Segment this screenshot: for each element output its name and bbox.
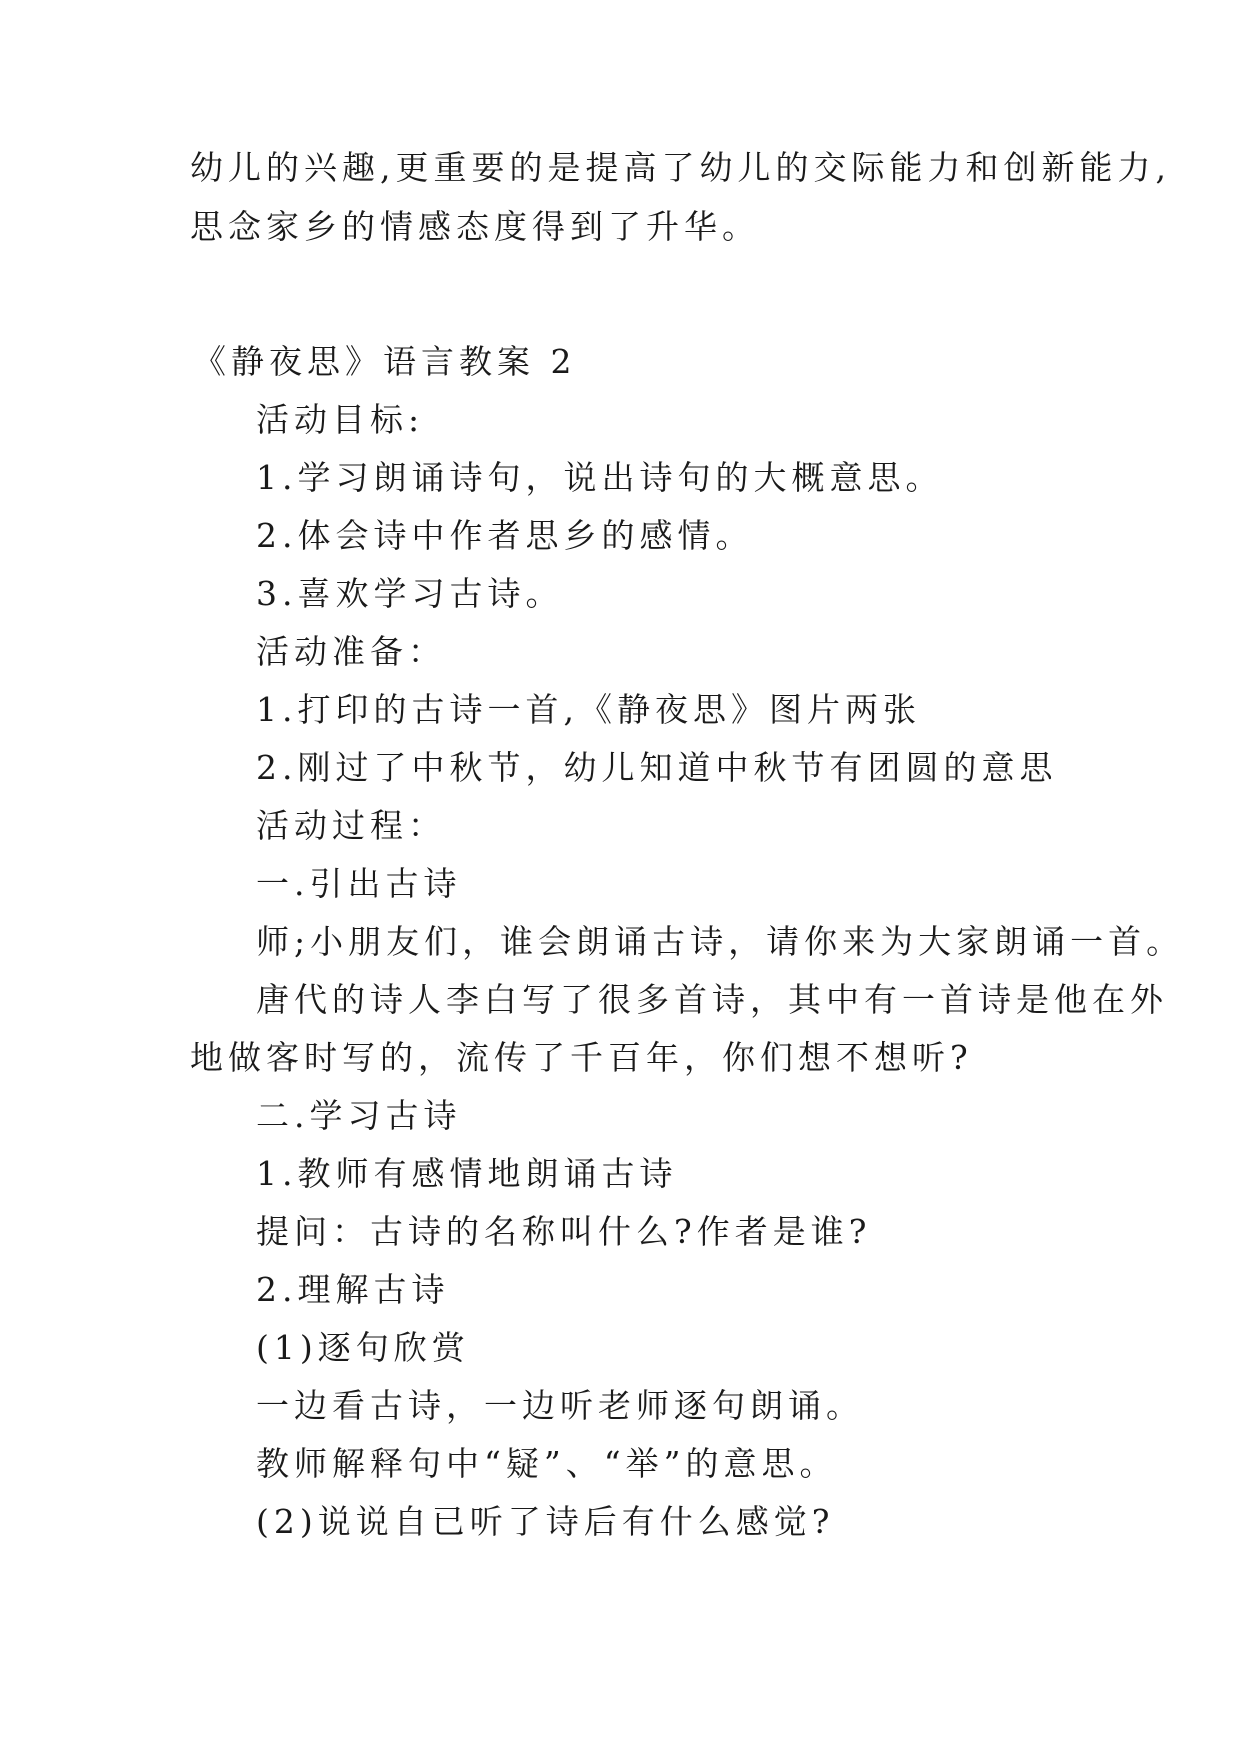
paragraph-line: 思念家乡的情感态度得到了升华。: [190, 207, 760, 246]
list-item: 1.打印的古诗一首,《静夜思》图片两张: [256, 690, 921, 729]
paragraph-line: 地做客时写的，流传了千百年，你们想不想听?: [190, 1038, 973, 1077]
list-item: 3.喜欢学习古诗。: [256, 574, 564, 613]
paragraph-line: 幼儿的兴趣,更重要的是提高了幼儿的交际能力和创新能力,: [190, 148, 1171, 187]
list-item: 2.体会诗中作者思乡的感情。: [256, 516, 754, 555]
subheading: 二.学习古诗: [256, 1096, 462, 1135]
paragraph-line: 提问：古诗的名称叫什么?作者是谁?: [256, 1212, 872, 1251]
list-item: 1.学习朗诵诗句，说出诗句的大概意思。: [256, 458, 944, 497]
list-item: 2.理解古诗: [256, 1270, 450, 1309]
paragraph-line: 唐代的诗人李白写了很多首诗，其中有一首诗是他在外: [256, 980, 1168, 1019]
subheading: 一.引出古诗: [256, 864, 462, 903]
section-title: 《静夜思》语言教案 2: [193, 342, 577, 381]
heading-activity-preparation: 活动准备：: [256, 632, 446, 671]
paragraph-line: 师;小朋友们，谁会朗诵古诗，请你来为大家朗诵一首。: [256, 922, 1185, 961]
list-item: 2.刚过了中秋节，幼儿知道中秋节有团圆的意思: [256, 748, 1058, 787]
heading-activity-goals: 活动目标:: [256, 400, 425, 439]
paragraph-line: 教师解释句中“疑”、“举”的意思。: [256, 1444, 838, 1483]
heading-activity-process: 活动过程：: [256, 806, 446, 845]
paragraph-line: 一边看古诗，一边听老师逐句朗诵。: [256, 1386, 864, 1425]
list-item: (2)说说自已听了诗后有什么感觉?: [256, 1502, 835, 1541]
list-item: (1)逐句欣赏: [256, 1328, 470, 1367]
list-item: 1.教师有感情地朗诵古诗: [256, 1154, 678, 1193]
